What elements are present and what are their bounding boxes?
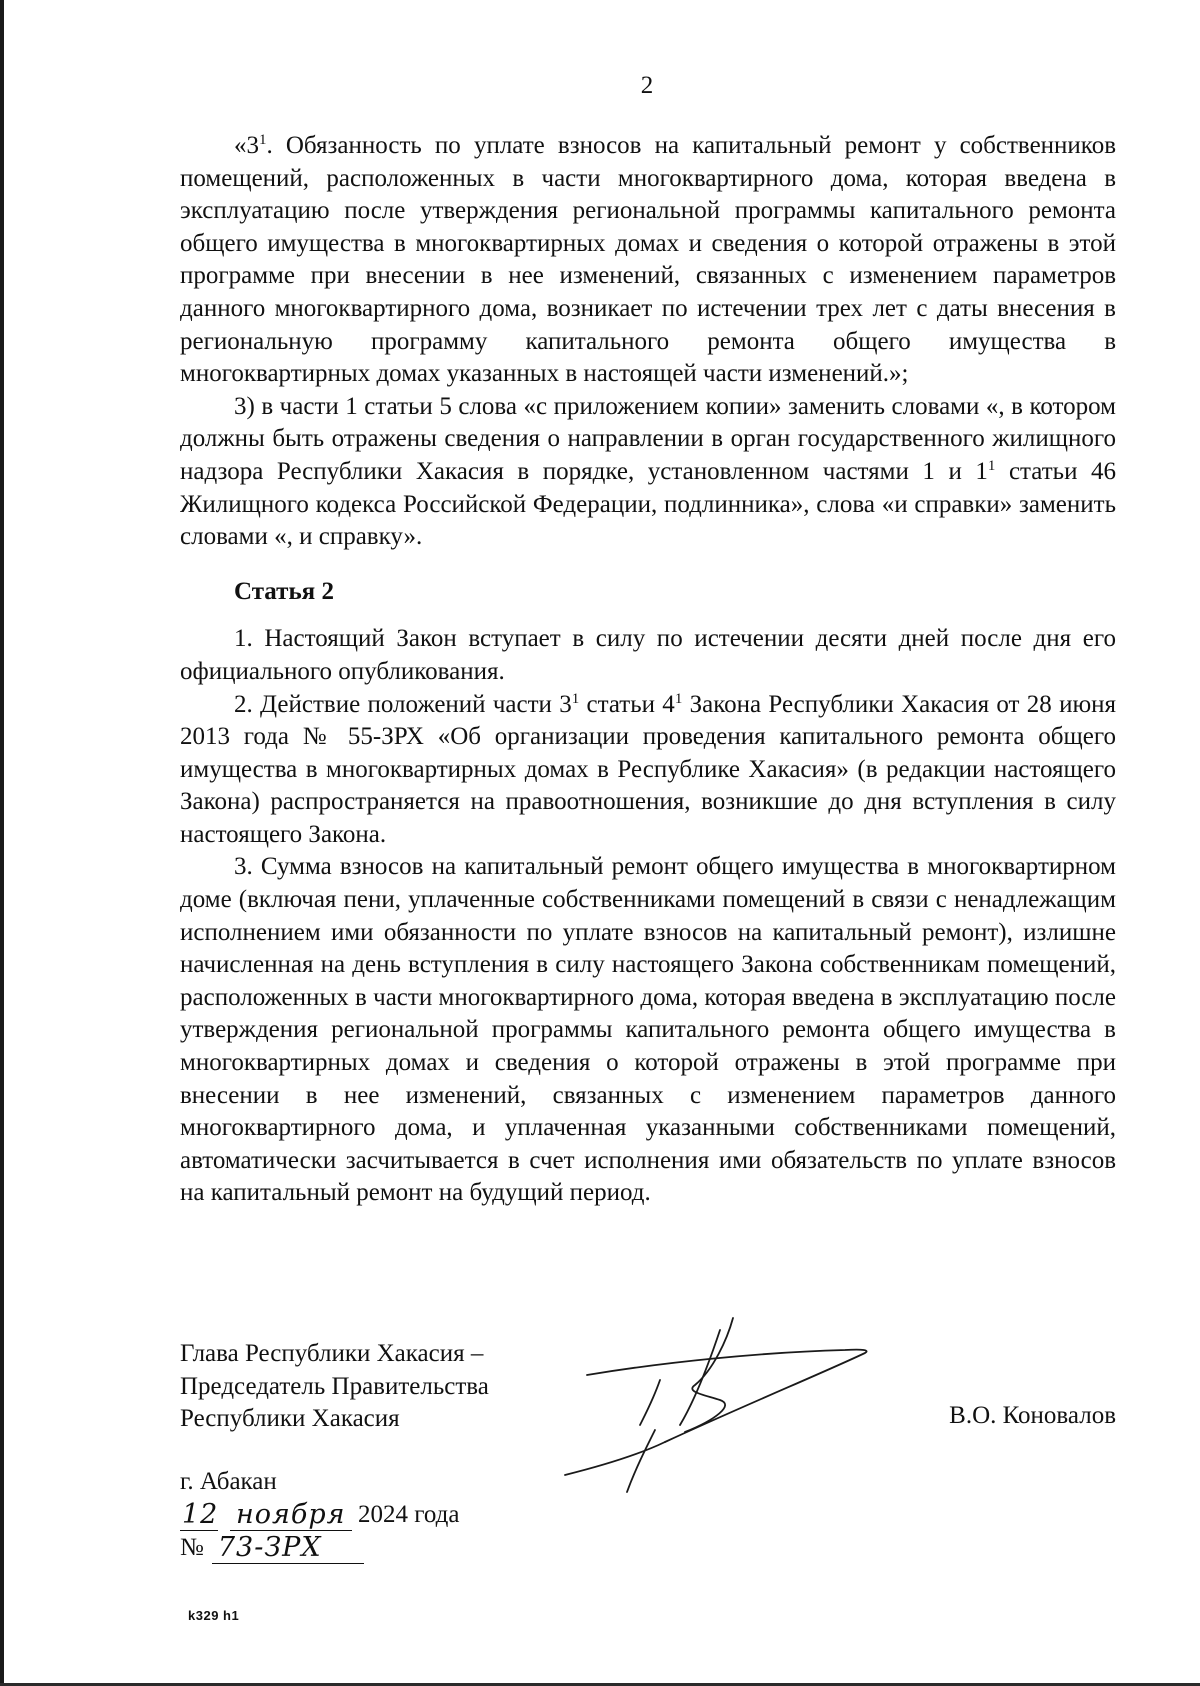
handwritten-month: ноября [230, 1500, 352, 1531]
handwritten-law-number: 73-ЗРХ [212, 1533, 364, 1564]
paragraph-p4 [180, 689, 1116, 852]
paragraph-p3 [180, 623, 1116, 688]
place-date-number [180, 1466, 459, 1565]
handwritten-day: 12 [182, 1499, 219, 1530]
signatory-title-line-2: Председатель Правительства [180, 1372, 489, 1400]
page-number: 2 [640, 72, 654, 99]
date-line [180, 1499, 459, 1532]
signatory-title-line-3: Республики Хакасия [180, 1405, 400, 1433]
law-body-text [180, 130, 1116, 1210]
text-run: 1. Настоящий Закон вступает в силу по истечении десяти дней после дня его официального опубликования. [180, 625, 1116, 685]
signatory-title-line-1: Глава Республики Хакасия – [180, 1340, 484, 1367]
superscript: 1 [571, 690, 580, 707]
text-run: . Обязанность по уплате взносов на капитальный ремонт у собственников помещений, расположенных в части многоквартирного дома, которая введена в эксплуатацию после утверждения региональной программы капитального ремонта общего имущества в многоквартирных домах и сведения о которой отражены в этой программе при внесении в нее изменений, связанных с изменением параметров данного многоквартирного дома, возникает по истечении трех лет с даты внесения в региональную программу капитального ремонта общего имущества в многоквартирных домах указанных в настоящей части изменений.»; [180, 132, 1116, 388]
superscript: 1 [987, 457, 996, 474]
handwritten-signature [545, 1300, 945, 1510]
paragraph-p1 [180, 130, 1116, 391]
text-run: Закона Республики Хакасия от 28 июня 2013 года № 55-ЗРХ «Об организации проведения капитального ремонта общего имущества в многоквартирных домах в Республике Хакасия» (в редакции настоящего Закона) распространяется на правоотношения, возникшие до дня вступления в силу настоящего Закона. [180, 690, 1116, 848]
number-prefix: № [180, 1534, 204, 1561]
superscript: 1 [259, 132, 267, 148]
text-run: статьи 46 Жилищного кодекса Российской Федерации, подлинника», слова «и справки» заменить словами «, и справку». [180, 457, 1117, 551]
text-run: «3 [234, 132, 259, 159]
text-run: 2. Действие положений части 3 [234, 690, 572, 718]
text-run: 3. Сумма взносов на капитальный ремонт общего имущества в многоквартирном доме (включая пени, уплаченные собственниками помещений в связи с ненадлежащим исполнением ими обязанности по уплате взносов на капитальный ремонт), излишне начисленная на день вступления в силу настоящего Закона собственникам помещений, расположенных в части многоквартирного дома, которая введена в эксплуатацию после утверждения региональной программы капитального ремонта общего имущества в многоквартирных домах и сведения о которой отражены в этой программе при внесении в нее изменений, связанных с изменением параметров данного многоквартирного дома, и уплаченная указанными собственниками помещений, автоматически засчитывается в счет исполнения ими обязательств по уплате взносов на капитальный ремонт на будущий период. [180, 853, 1116, 1207]
article-heading [180, 576, 1116, 609]
year-text: 2024 года [358, 1501, 460, 1528]
paragraph-p5 [180, 851, 1116, 1210]
number-line [180, 1532, 459, 1565]
superscript: 1 [674, 690, 683, 707]
paragraph-p2 [180, 391, 1116, 554]
signatory-title [180, 1338, 489, 1436]
document-code: k329 h1 [188, 1608, 240, 1623]
text-run: Статья 2 [234, 577, 334, 605]
text-run: статьи 4 [579, 690, 675, 718]
scan-edge-left [0, 0, 4, 1686]
text-run: 3) в части 1 статьи 5 слова «с приложением копии» заменить словами «, в котором должны быть отражены сведения о направлении в орган государственного жилищного надзора Республики Хакасия в порядке, установленном частями 1 и 1 [180, 392, 1116, 485]
signer-name: В.О. Коновалов [949, 1402, 1116, 1429]
city-line: г. Абакан [180, 1468, 277, 1495]
